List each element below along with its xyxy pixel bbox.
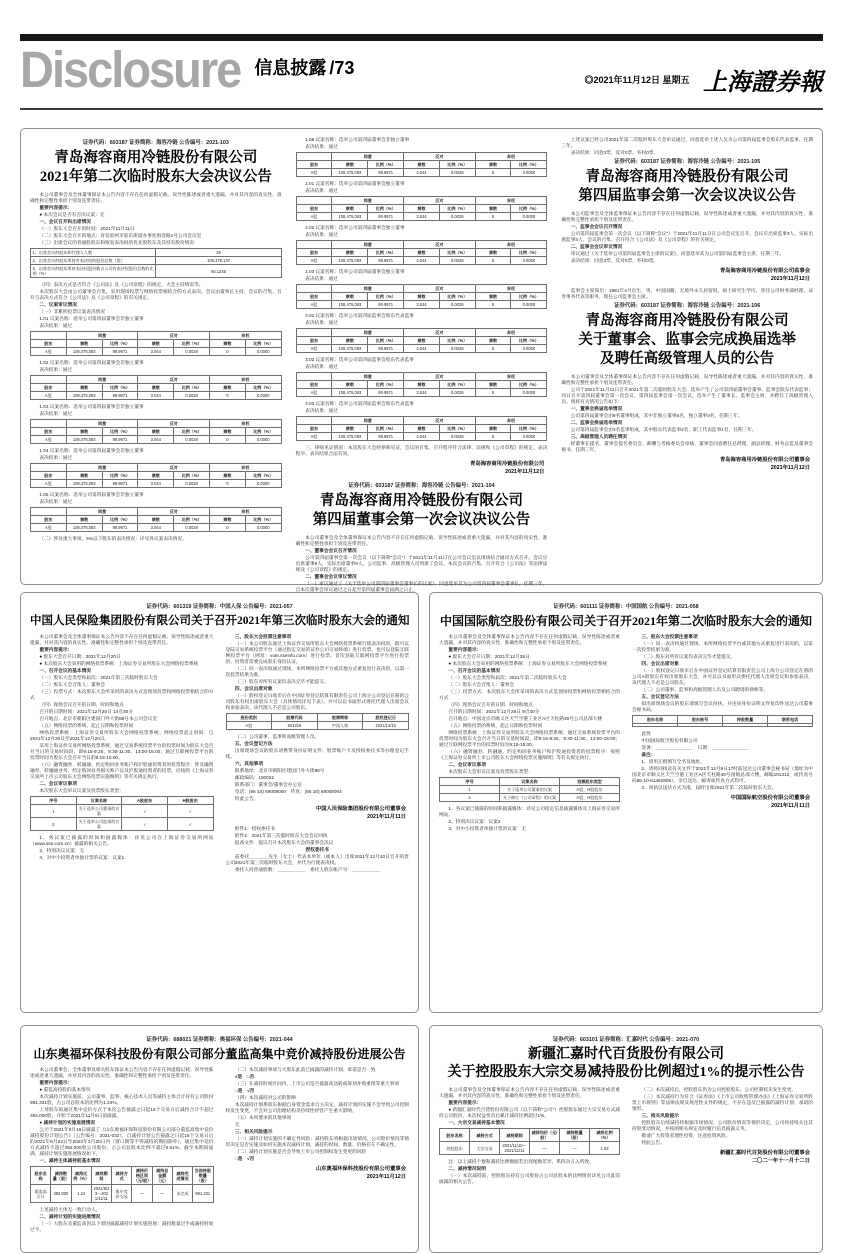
body-text: 本公司董事会及全体董事保证本公告内容不存在任何虚假记载、误导性陈述或者重大遗漏，并对其内容的真实性、准确性和完整性承担个别及连带责任。 [30,192,282,203]
body-text: 2、特别决议议案：无 [39,848,85,853]
body-text: 报备文件：提议召开本次股东大会的董事会决议 [234,840,334,845]
body-text: （二）股东大会召集人：董事会 [448,682,515,687]
body-text: （一）股权登记日收市后在中国证券登记结算有限责任公司上海分公司登记在册的公司A股股东有权出席股东大会，并可以以书面形式委托代理人出席会议和参加表决，该代理人不必是公司股东。 [632,668,813,685]
article-title [561,312,813,369]
section-heading: 重要内容提示： [39,1080,73,1085]
data-table [30,248,282,278]
body-text: ● 董监高持股的基本情况 [39,1087,91,1092]
body-text: （四）本次减持对公司的影响 [234,1095,296,1100]
column-2 [632,634,813,833]
two-column-layout [439,1087,813,1186]
data-table: 股份类别 股票代码 股票简称 股权登记日 A股 601319 中国人保 2021/12/10 [226,713,410,730]
body-text: （二）同一表决权通过现场、本所网络投票平台或其他方式重复进行表决的，以第一次投票结果为准。 [225,666,409,677]
section-heading: ● 减持计划的实施进展情况 [39,1120,96,1125]
two-column-layout [439,634,813,833]
signature-line: 中国国际航空股份有限公司董事会 [730,795,810,801]
section-heading: 五、会议登记方法 [234,741,273,746]
proposal-caption: 2.01 议案名称：选举公司第四届董事会独立董事 [305,181,405,186]
section-heading: 一、召开会议的基本情况 [39,668,91,673]
body-text: 联系部门：董事会/董事会办公室 [234,782,302,787]
proposal-caption: 1.02 议案名称：选举公司第四届董事会非独立董事 [39,360,144,365]
column-2 [295,137,548,592]
article-title-line: 第四届董事会第一次会议决议公告 [312,512,531,528]
vote-result-line: 表决结果：通过 [39,455,73,460]
body-text: （一）本公司股东通过上海证券交易所股东大会网络投票系统行使表决权的，既可以登陆交易系统投票平台（通过指定交易的证券公司交易终端）进行投票，也可以登陆互联网投票平台（网址：vote.sseinfo.com）进行投票。首次登陆互联网投票平台进行投票的，投资者需要完成股东身份认证。 [225,641,409,664]
signature-line: 2021年11月12日 [770,275,811,282]
article-head [439,602,813,629]
stock-code-line: 证券代码：601111 证券简称：中国国航 公告编号：2021-058 [553,604,699,610]
column-1 [30,1067,214,1234]
stock-code-line: 证券代码：603187 证券简称：海容冷链 公告编号：2021-103 [82,140,229,146]
checkbox-line: □是 √否 [234,1156,255,1161]
paper-name: 上海證券報 [703,70,823,96]
article-title-line: 中国人民保险集团股份有限公司关于召开2021年第三次临时股东大会的通知 [30,615,410,627]
body-text: 上述减持主体无一致行动人。 [39,1207,101,1212]
body-text: 兹委托＿＿＿＿先生（女士）代表本单位（或本人）出席2021年12月20日召开的贵公司2021年第三次临时股东大会，并代为行使表决权。 [225,854,409,865]
section-heading: 二、议案审议情况 [39,302,77,307]
vote-result-table: 同意 反对 弃权 股东 票数 比例（%） 票数 比例（%） 票数 比例（%） A股 108,475,093 99.9971 3,044 0.0028 0 0.0000 [296,372,548,397]
body-text: （一）股东大会类型和届次：2021年第二次临时股东大会 [448,675,567,680]
signature [564,268,810,283]
body-text: 召开地点：中国北京市顺义区天竺空港工业区A区天柱路30号公司总部大楼 [448,716,603,721]
vote-result-table: 同意 反对 弃权 股东 票数 比例（%） 票数 比例（%） 票数 比例（%） A股 108,475,093 99.9971 3,044 0.0028 0 0.0000 [296,328,548,353]
stock-code-line: 证券代码：603187 证券简称：海容冷链 公告编号：2021-104 [348,483,495,489]
signature-line: 2021年11月12日 [366,1173,406,1180]
body-text: （三）出席会议的普通股股东和恢复表决权的优先股股东及其持有股份情况： [39,240,199,245]
table-row: 控股股东 大宗交易 2021/11/10～2021/11/11 — — 1.03 [440,1142,620,1155]
body-text: ● 本次会议是否有否决议案：无 [39,212,105,217]
signature-line: 青岛海容商用冷链股份有限公司监事会 [719,268,811,274]
signature-line: 2021年11月11日 [771,802,810,809]
article-title-line: 关于董事会、监事会完成换届选举 [578,332,796,348]
body-text: （二）减持计划实施是否会导致上市公司控制权发生变更的风险 [234,1149,367,1154]
section-heading: 二、会议审议事项 [39,781,77,786]
vote-result-table: 同意 反对 弃权 股东 票数 比例（%） 票数 比例（%） 票数 比例（%） A股 108,475,093 99.9971 3,044 0.0028 0 0.0000 [30,419,282,444]
table-row: 1 关于选举公司董事的议案 A股、H股股东 [440,786,620,794]
body-text: 上述股东拟通过集中竞价方式于本次公告披露之日起15个交易日后减持合计不超过392,000股，开始于2021年11月6日前披露。 [30,1107,214,1118]
body-text: 采用上海证券交易所网络投票系统，通过交易系统投票平台的投票时间为股东大会召开当日的交易时间段，即9:15-9:25、9:30-11:30、13:00-15:00；通过互联网投票平台的投票时间为股东大会召开当日的9:15-15:00。 [30,743,214,760]
body-text: 3、回执以送达方式为准，届时出席2021年第二次临时股东大会。 [641,785,777,790]
body-text: 公司第四届监事会由3名监事组成，其中股东代表监事2名，职工代表监事1名，任期三年。 [570,427,757,432]
article-title-line: 及聘任高级管理人员的公告 [600,351,775,367]
proposal-caption: 3.02 议案名称：选举公司第四届监事会股东代表监事 [305,357,414,362]
vote-result-table: 同意 反对 弃权 股东 票数 比例（%） 票数 比例（%） 票数 比例（%） A股 108,475,093 99.9971 3,044 0.0028 0 0.0000 [296,284,548,309]
signature [635,1150,810,1165]
vote-result-table: 同意 反对 弃权 股东 票数 比例（%） 票数 比例（%） 票数 比例（%） A股 108,475,093 99.9971 3,044 0.0028 0 0.0000 [30,507,282,532]
header-rule [20,108,823,110]
section-heading: 四、会议出席对象 [641,661,679,666]
body-text: 召开的日期时间：2021年12月20日 14点30分 [39,709,133,714]
body-text: 本公司监事会及全体监事保证本公告内容不存在任何虚假记载、误导性陈述或者重大遗漏，并对其内容的真实性、准确性和完整性承担个别及连带责任。 [561,211,814,222]
article-title [561,168,813,206]
stock-code-line: 证券代码：603187 证券简称：海容冷链 公告编号：2021-105 [614,159,761,165]
body-text: 表决结果：同意3票，反对0票，弃权0票。 [570,150,659,155]
stock-code-line: 证券代码：601319 证券简称：中国人保 公告编号：2021-057 [146,604,293,610]
section-heading: 一、会议召开和出席情况 [39,219,91,224]
column-2 [226,634,410,874]
stock-code-line: 证券代码：603187 证券简称：海容冷链 公告编号：2021-106 [614,303,761,309]
body-text: 本公司董事会及全体董事保证本公告内容不存在任何虚假记载、误导性陈述或者重大遗漏，并对其内容的真实性、准确性和完整性承担个别及连带责任。 [561,374,814,385]
vote-result-table: 同意 反对 弃权 股东 票数 比例（%） 票数 比例（%） 票数 比例（%） A股 108,475,093 99.9971 3,044 0.0028 0 0.0000 [30,331,282,356]
body-text: 召开的日期时间：2021年12月28日 9点30分 [448,709,540,714]
body-text: 网络投票系统：上海证券交易所股东大会网络投票系统；网络投票起止时间：自2021年12月20日至2021年12月20日。 [30,730,214,741]
proposal-caption: 1.06 议案名称：选举公司第四届董事会非独立董事 [305,137,410,142]
article-title-line: 青岛海容商用冷链股份有限公司 [585,313,789,329]
vote-result-line: 表决结果：通过 [39,323,73,328]
section-heading: 六、其他事项 [234,761,264,766]
section-heading: 重要内容提示： [448,647,482,652]
vote-result-table: 同意 反对 弃权 股东 票数 比例（%） 票数 比例（%） 票数 比例（%） A股 108,475,093 99.9971 3,044 0.0028 0 0.0000 [296,152,548,177]
body-text: 无 [234,1122,240,1127]
section-heading: 备注： [641,752,656,757]
body-text: 网络投票系统：上海证券交易所股东大会网络投票系统；通过交易系统投票平台的投票时间为股东大会召开当日的交易时间段，即9:15-9:25、9:30-11:30、13:00-15:00；通过互联网投票平台的投票时间为9:15-15:00。 [439,730,620,747]
proposal-caption: 3.03 议案名称：选举公司第四届监事会股东代表监事 [305,401,414,406]
body-text: 公司第四届监事会第一次会议（以下简称“会议”）于2021年11月11日在公司会议室召开。会议应出席监事3人，实际出席监事3人。会议的召集、召开符合《公司法》及《公司章程》的有关规定。 [561,231,814,242]
section-heading: 二、会议审议事项 [448,762,486,767]
proposal-caption: 2.02 议案名称：选举公司第四届董事会独立董事 [305,225,405,230]
body-text: （三）股东对所有议案均表决完毕才能提交。 [234,679,329,684]
body-text: （二）涉及重大事项，5%以下股东的表决情况：详见各议案表决情况。 [39,536,187,541]
body-text: 本公司董事会及全体董事保证本公告内容不存在任何虚假记载、误导性陈述或者重大遗漏，并对其内容的真实性、准确性和完整性承担个别及连带责任。 [30,634,214,645]
body-text: （二）公司董事、监事和高级管理人员。 [234,734,320,739]
body-text: （三）投票方式：本次股东大会所采用的表决方式是现场投票和网络投票相结合的方式 [30,689,214,700]
body-text: 中国国际航空股份有限公司 [641,738,698,743]
body-text: （二）本次减持事项与大股东此前已披露的减持计划、承诺是否一致 [234,1067,376,1072]
body-text: （一）非累积投票议案表决情况 [39,309,106,314]
body-text: 三、律师见证情况：本次股东大会经律师见证，会议的召集、召开程序符合法律、法规和《公司章程》的规定，表决程序、表决结果合法有效。 [295,445,548,456]
body-text: ● 新疆汇嘉时代百货股份有限公司（以下简称“公司”）控股股东通过大宗交易方式减持公司股份，本次权益变动后累计减持比例超过1%。 [439,1107,620,1118]
vote-result-line: 表决结果：通过 [305,188,338,193]
body-text: （四）表决方式是否符合《公司法》及《公司章程》的规定，大会主持情况等。 [39,282,204,287]
table-row: 2、出席会议的股东所持有表决权的股份总数（股） 108,478,137 [31,257,282,265]
masthead-disclosure: Disclosure [20,40,241,98]
body-text: 附件1：授权委托书 [234,826,275,831]
body-text: （五）网络投票的系统、起止日期和投票时间 [448,723,543,728]
column-1 [30,137,282,576]
signature-line: 青岛海容商用冷链股份有限公司 [470,461,545,467]
data-table: 股东名称 减持方式 减持期间 减持均价（元/股） 减持数量（股） 减持比例（%） 控股股东 大宗交易 2021/11/10～2021/11/11 — — 1.03 [439,1128,620,1155]
data-table: 序号 议案名称 A股股东 H股股东 1 关于选举公司董事的议案 √ √ 2 关于选举公司监事的议案 √ √ [30,796,214,831]
body-text: 监事会主席简历：1981年4月出生，男，中国国籍，无境外永久居留权，硕士研究生学历。曾任公司财务部经理、证券事务代表等职务，现任公司监事会主席。 [561,288,814,299]
body-text: （六）融资融券、转融通、约定购回业务账户和沪股通投资者的投票程序：涉及融资融券、转融通业务、约定购回业务相关账户以及沪股通投资者的投票，应按照《上海证券交易所上市公司股东大会网络投票实施细则》等有关规定执行。 [30,762,214,779]
body-text: （一）本次减持前，控股股东持有公司股份占公司总股本的比例情况详见公司此前披露的相关公告。 [439,1173,620,1184]
body-text: 本公司董事会及全体董事保证本公告内容不存在任何虚假记载、误导性陈述或者重大遗漏，并对其内容的真实性、准确性和完整性承担个别及连带责任。 [439,634,620,645]
body-text: ● 本次股东大会采用的网络投票系统：上海证券交易所股东大会网络投票系统 [39,661,199,666]
body-text: 2、请将回执及有关文件于2021年12月9日17时前送达公司董事会秘书局（地址为中国北京市顺义区天竺空港工业区A区天柱路30号国航总部大楼，邮编101312，或传真号码86-10-61462805），亲自送达、邮寄或传真方式均可。 [632,766,813,783]
article-title-line: 青岛海容商用冷链股份有限公司 [585,169,789,185]
column-1 [439,634,620,833]
vote-result-table: 同意 反对 弃权 股东 票数 比例（%） 票数 比例（%） 票数 比例（%） A股 108,475,093 99.9971 3,044 0.0028 0 0.0000 [296,416,548,441]
proposal-caption: 3.01 议案名称：选举公司第四届监事会股东代表监事 [305,313,414,318]
body-text: 签署：＿＿＿＿＿＿＿＿ 日期：＿＿＿＿＿＿＿＿ [641,745,750,750]
two-column-layout [30,634,409,874]
body-text: （二）公司董事、监事和高级管理人员及公司聘请的律师等。 [641,687,768,692]
vote-result-line: 表决结果：通过 [305,144,338,149]
body-text: 拟出席现场会议的股东请填写会议回执，并连同身份证明文件复印件送达公司董事会秘书局。 [632,701,813,712]
section-title-cn: 信息披露 [254,58,327,78]
article-title-line: 新疆汇嘉时代百货股份有限公司 [528,1047,724,1062]
body-text: 公司于2021年11月11日召开2021年第二次临时股东大会，选举产生了公司第四届董事会董事、监事会股东代表监事；同日召开第四届董事会第一次会议、第四届监事会第一次会议，选举产生了董事长、监事会主席，并聘任了高级管理人员。现将有关情况公告如下： [561,387,814,404]
article-title [296,492,548,530]
vote-result-line: 表决结果：通过 [305,276,338,281]
body-text: （五）网络投票的系统、起止日期和投票时间 [39,723,134,728]
body-text: 特此公告。 [641,1140,665,1145]
body-text: （一）审议通过了《关于选举公司第四届董事会董事长的议案》，同意选举其为公司第四届董事会董事长，任期三年，自本次董事会审议通过之日起至第四届董事会届满之日止。 [295,581,548,592]
body-text: 本次减持计划实施前，公司董事、监事、核心技术人员等减持主体合计持有公司股份981,331股，占公司总股本的比例为1.24%。 [30,1094,214,1105]
vote-result-line: 表决结果：通过 [305,320,338,325]
body-text: 本公司董事会及全体董事保证本公告内容不存在任何虚假记载、误导性陈述或者重大遗漏，并对其内容的真实性、准确性和完整性承担个别及连带责任。 [295,535,548,546]
article-title [30,1046,409,1062]
vote-result-line: 表决结果：通过 [39,411,73,416]
body-text: （四）现场会议召开的日期、时间和地点 [39,702,124,707]
body-text: 公司于2021年9月16日披露了《山东奥福环保科技股份有限公司部分董监高集中竞价减持股份计划公告》（公告编号：2021-032），自减持计划公告披露之日起15个交易日后的2021年8月23日至2022年3月20日内（窗口期等不得减持的期间除外），通过集中竞价方式减持不超过392,000股公司股份，占公司总股本比例不超过0.51%。截至本期间届满，减持计划实施进展情况如下。 [30,1127,214,1156]
body-text: 此致 [641,731,651,736]
body-text: 2、特别决议议案：议案2 [448,819,501,824]
table-row: 2 关于选举公司监事的议案 √ √ [31,818,214,831]
vote-result-line: 表决结果：通过 [39,499,73,504]
section-heading: 五、会议登记方法 [641,694,679,699]
article-title-line: 青岛海容商用冷链股份有限公司 [54,150,258,166]
data-table: 股东名称 减持数量（股） 减持比例（%） 减持期间 减持方式 减持价格区间（元/股） 减持总金额（元） 减持完成情况 当前持股数量（股） 董监高合计 392,000 1.24 2021/8/23～2021/11/11 集中竞价交易 — — 未完成 891,331 [30,1166,214,1203]
section-heading: 重要内容提示： [39,205,73,210]
signature [635,795,810,810]
body-text: 审议通过《关于选举公司第四届监事会主席的议案》，同意选举其为公司第四届监事会主席，任期三年。 [570,251,785,256]
article-title [30,149,282,187]
body-text: （一）减持计划实施的不确定性风险：减持股东将根据市场情况、公司股价情况等情形决定是否实施及如何实施本次减持计划，减持的时间、数量、价格存在不确定性。 [225,1136,409,1147]
proposal-caption: 1.01 议案名称：选举公司第四届董事会非独立董事 [39,316,144,321]
body-text: 控股股东后续减持将根据市场情况、公司股价情况等情形决定，公司将持续关注其持股变动情况，并按照相关规定及时履行信息披露义务。 [632,1120,813,1131]
page-header [20,40,823,106]
body-text: （三）在减持时间区间内，上市公司是否披露高送转或筹划并购重组等重大事项 [234,1081,399,1086]
body-text: 表决结果：同意3票，反对0票，弃权0票。 [570,258,659,263]
issue-date: ◎2021年11月12日 星期五 [584,75,690,85]
table-row: 1、出席会议的股东和代理人人数 25 [31,249,282,257]
section-heading: 三、相关风险提示 [641,1113,679,1118]
body-text: 本次减持计划系股东根据自身资金需求自主决定，减持计划的实施不会导致公司控制权发生变更，不会对公司治理结构及持续性经营产生重大影响。 [225,1102,409,1113]
article-title [30,613,409,629]
table-row: A股 601319 中国人保 2021/12/10 [226,722,409,730]
signature-line: 2021年11月12日 [770,464,811,471]
article-title-line: 关于控股股东大宗交易减持股份比例超过1%的提示性公告 [447,1065,805,1080]
body-text: 上述议案已经公司2021年第二次临时股东大会审议通过，同意选举上述人员为公司第四届监事会股东代表监事，任期三年。 [561,137,814,148]
body-text: ● 股东大会召开日期：2021年12月28日 [448,654,530,659]
body-text: 本次股东大会由公司董事会召集，采用现场投票与网络投票相结合的方式表决。会议由董事长主持，会议的召集、召开与表决方式符合《公司法》及《公司章程》的有关规定。 [30,289,282,300]
section-heading: 三、相关风险提示 [234,1129,273,1134]
body-text: 召开地点：北京市朝阳区建国门外大街88号本公司会议室 [39,716,158,721]
vote-result-line: 表决结果：通过 [305,408,338,413]
section-heading: 二、监事会换届选举情况 [570,420,623,425]
vote-result-line: 表决结果：通过 [39,367,73,372]
vote-result-table: 同意 反对 弃权 股东 票数 比例（%） 票数 比例（%） 票数 比例（%） A股 108,475,093 99.9971 3,044 0.0028 0 0.0000 [296,196,548,221]
body-text: 本次股东大会审议议案及投票股东类型： [448,769,533,774]
vote-result-table: 同意 反对 弃权 股东 票数 比例（%） 票数 比例（%） 票数 比例（%） A股 108,475,093 99.9971 3,044 0.0028 0 0.0000 [30,463,282,488]
signature-line: 青岛海容商用冷链股份有限公司董事会 [719,457,811,463]
signature [564,457,810,472]
three-column-layout [30,137,814,592]
section-heading: 一、减持主体减持前基本情况 [39,1158,101,1163]
table-row: 董监高合计 392,000 1.24 2021/8/23～2021/11/11 集中竞价交易 — — 未完成 891,331 [31,1185,214,1203]
data-table: 股东名称 股东账号 持股数量 联系电话 [632,715,813,727]
signature-line: 2021年11月11日 [367,813,406,820]
body-text: （四）现场会议召开的日期、时间和地点 [448,702,533,707]
signature-line: 二〇二一年十一月十二日 [751,1157,810,1164]
article-title [439,1046,813,1082]
body-text: 公司第四届董事会由9名董事组成，其中非独立董事6名，独立董事3名，任期三年。 [570,413,743,418]
article-head [30,602,409,629]
table-row: 1 关于选举公司董事的议案 √ √ [31,805,214,818]
signature-line: 山东奥福环保科技股份有限公司董事会 [315,1166,406,1172]
checkbox-line: √是 □否 [234,1074,255,1079]
body-text: ● 股东大会召开日期：2021年12月20日 [39,654,121,659]
body-text: （二）本次减持后，控股股东仍为公司控股股东，公司控制权未发生变更。 [641,1087,797,1092]
body-text: （三）投票方式：本次股东大会所采用的表决方式是现场投票和网络投票相结合的方式 [439,689,620,700]
vote-result-line: 表决结果：通过 [305,364,338,369]
article-title [439,613,813,629]
section-heading: 二、减持计划的实施进展情况 [39,1214,101,1219]
body-text: 本公司董事会、全体董事及相关股东保证本公告内容不存在任何虚假记载、误导性陈述或者重大遗漏，并对其内容的真实性、准确性和完整性承担个别及连带责任。 [30,1067,214,1078]
body-text: 联系地址：北京市朝阳区建国门外大街88号 [234,768,325,773]
body-text: 经董事长提名，董事会提名委员会、薪酬与考核委员会审核，董事会同意聘任总经理、副总经理、财务总监及董事会秘书，任期三年。 [561,441,814,452]
data-table: 序号 议案名称 投票股东类型 1 关于选举公司董事的议案 A股、H股股东 2 关于修订《公司章程》的议案 A股、H股股东 [439,777,620,802]
body-text: （五）本所要求的其他事项 [234,1115,292,1120]
body-text: 3、对中小投资者单独计票的议案：无 [448,826,526,831]
body-text: 3、对中小投资者单独计票的议案：议案1 [39,855,125,860]
vote-result-table: 同意 反对 弃权 股东 票数 比例（%） 票数 比例（%） 票数 比例（%） A股 108,475,093 99.9971 3,044 0.0028 0 0.0000 [296,240,548,265]
article-title-line: 山东奥福环保科技股份有限公司部分董监高集中竞价减持股份进展公告 [33,1047,406,1061]
section-heading: 三、股东大会投票注意事项 [641,634,698,639]
body-text: 1、各议案已披露的时间和披露媒体：详见公司在上海证券交易所网站（www.sse.com.cn）披露的相关公告。 [30,835,214,846]
proposal-caption: 1.03 议案名称：选举公司第四届董事会非独立董事 [39,404,144,409]
body-text: ● 本次股东大会采用的网络投票系统：上海证券交易所股东大会网络投票系统 [448,661,608,666]
body-text: （一）股权登记日收市后在中国证券登记结算有限责任公司上海分公司登记在册的公司股东有权出席股东大会（具体情况详见下表），并可以以书面形式委托代理人出席会议和参加表决。该代理人不必是公司股东。 [225,693,409,710]
date-and-paper [584,62,823,97]
section-heading: 重要内容提示： [448,1100,482,1105]
checkbox-line: □是 √否 [234,1088,255,1093]
vote-result-table: 同意 反对 弃权 股东 票数 比例（%） 票数 比例（%） 票数 比例（%） A股 108,475,093 99.9971 3,044 0.0028 0 0.0000 [30,375,282,400]
signature-line: 新疆汇嘉时代百货股份有限公司董事会 [719,1150,810,1156]
body-text: 附件2：2021年第三次临时股东大会会议回执 [234,833,328,838]
body-text: 邮政编码：100022 [234,775,274,780]
body-text: （一）同一表决权通过现场、本所网络投票平台或其他方式重复进行表决的，以第一次投票结果为准。 [632,641,813,652]
body-text: 公司第四届董事会第一次会议（以下简称“会议”）于2021年11月11日在公司会议室以现场结合通讯方式召开。会议应出席董事9人，实际出席董事9人，公司监事、高级管理人员列席了会议。本次会议的召集、召开符合《公司法》等法律法规及《公司章程》的规定。 [295,555,548,572]
signature-line: 2021年11月12日 [505,468,545,475]
body-text: 注：以上减持个数和减持比例数据若出现尾数差异，系四舍五入所致。 [448,1159,594,1164]
body-text: 委托人持普通股数：＿＿＿＿＿＿ 委托人股东帐户号：＿＿＿＿＿＿ [234,867,381,872]
proposal-caption: 2.03 议案名称：选举公司第四届董事会独立董事 [305,269,405,274]
column-2 [226,1067,410,1234]
section-heading: 一、监事会会议召开情况 [570,224,623,229]
article-huijia-reduction [429,1025,823,1253]
vote-result-line: 表决结果：通过 [305,232,338,237]
proposal-caption: 1.04 议案名称：选举公司第四届董事会非独立董事 [39,448,144,453]
article-head [30,1035,409,1062]
proposal-caption: 1.05 议案名称：选举公司第四届董事会非独立董事 [39,492,144,497]
article-aofu-reduction [20,1025,419,1253]
section-heading: 四、会议出席对象 [234,686,273,691]
article-group-hairong [20,128,823,592]
body-text: （一）股东大会召开的时间：2021年11月11日 [39,226,135,231]
body-text: （三）本次减持行为符合《证券法》《上市公司收购管理办法》《上海证券交易所股票上市规则》等法律法规及规范性文件的规定，不存在违反已披露的减持计划、承诺的情形。 [632,1094,813,1111]
table-row: 2 关于修订《公司章程》的议案 A股、H股股东 [440,794,620,802]
column-3 [561,137,813,576]
section-heading: 二、减持情况说明 [448,1166,486,1171]
signature-line: 中国人民保险集团股份有限公司董事会 [315,806,406,812]
table-row: 3、出席会议的股东所持表决权股份数占公司有表决权股份总数的比例（%） 65.1245 [31,265,282,278]
signature [299,461,545,476]
article-title-line: 2021年第二次临时股东大会决议公告 [39,169,272,185]
section-heading: 三、股东大会投票注意事项 [234,634,292,639]
stock-code-line: 证券代码：688021 证券简称：奥福环保 公告编号：2021-044 [146,1037,293,1043]
body-text: 本次股东大会审议议案及投票股东类型： [39,788,124,793]
section-heading: 三、高级管理人员聘任情况 [570,434,627,439]
column-2 [632,1087,813,1186]
table-row [633,724,813,727]
section-heading: 二、董事会会议审议情况 [305,574,357,579]
article-airchina-egm-notice [429,592,823,1013]
body-text: 敬请广大投资者理性投资，注意投资风险。 [641,1133,731,1138]
body-text: （六）融资融券、转融通、约定购回业务账户和沪股通投资者的投票程序：按照《上海证券交易所上市公司股东大会网络投票实施细则》等有关规定执行。 [439,749,620,760]
body-text: （二）股东大会召开的地点：青岛胶州市胶东街道办事处海容路1号公司会议室 [39,233,202,238]
body-text: （二）股东对所有议案均表决完毕才能提交。 [641,654,736,659]
article-title-line: 青岛海容商用冷链股份有限公司 [320,493,523,509]
signature [229,1166,407,1181]
column-1 [439,1087,620,1186]
signature [229,806,407,821]
body-text: （二）股东大会召集人：董事会 [39,682,106,687]
article-picc-egm-notice [20,592,419,1013]
body-text: 本公司董事会及全体董事保证本公告内容不存在任何虚假记载、误导性陈述或者重大遗漏，并对其内容的真实性、准确性和完整性承担个别及连带责任。 [439,1087,620,1098]
page-number: /73 [329,58,355,78]
two-column-layout [30,1067,409,1234]
body-text: 电话：(86 10) 69008000 传真：(86 10) 69008004 [234,789,342,794]
article-head [439,1035,813,1082]
body-text: 1、各议案已披露的时间和披露媒体：详见公司指定信息披露媒体及上海证券交易所网站。 [439,806,620,817]
body-text: （一）股东大会类型和届次：2021年第三次临时股东大会 [39,675,158,680]
section-heading: 一、大宗交易减持基本情况 [448,1120,505,1125]
centered-heading: 授权委托书 [305,847,329,852]
section-title [254,58,354,78]
section-heading: 一、董事会会议召开情况 [305,548,357,553]
section-heading: 二、监事会会议审议情况 [570,244,623,249]
column-1 [30,634,214,874]
body-text: 特此公告。 [234,796,259,801]
section-heading: 一、召开会议的基本情况 [448,668,500,673]
section-heading: 一、董事会换届选举情况 [570,406,623,411]
article-title-line: 中国国际航空股份有限公司关于召开2021年第二次临时股东大会的通知 [439,614,812,628]
article-title-line: 第四届监事会第一次会议决议公告 [578,188,796,204]
stock-code-line: 证券代码：603101 证券简称：汇嘉时代 公告编号：2021-070 [552,1037,700,1043]
body-text: （一）大股东及董监高因以下原因披露减持计划实施进展：减持数量过半或减持时间过半。 [30,1221,214,1232]
body-text: 1、请用正楷填写全名及地址。 [641,759,705,764]
section-heading: 重要内容提示： [39,647,73,652]
body-text: 出席现场会议的股东请携带身份证明文件、股票账户卡及授权委托书等办理登记手续。 [225,748,409,759]
